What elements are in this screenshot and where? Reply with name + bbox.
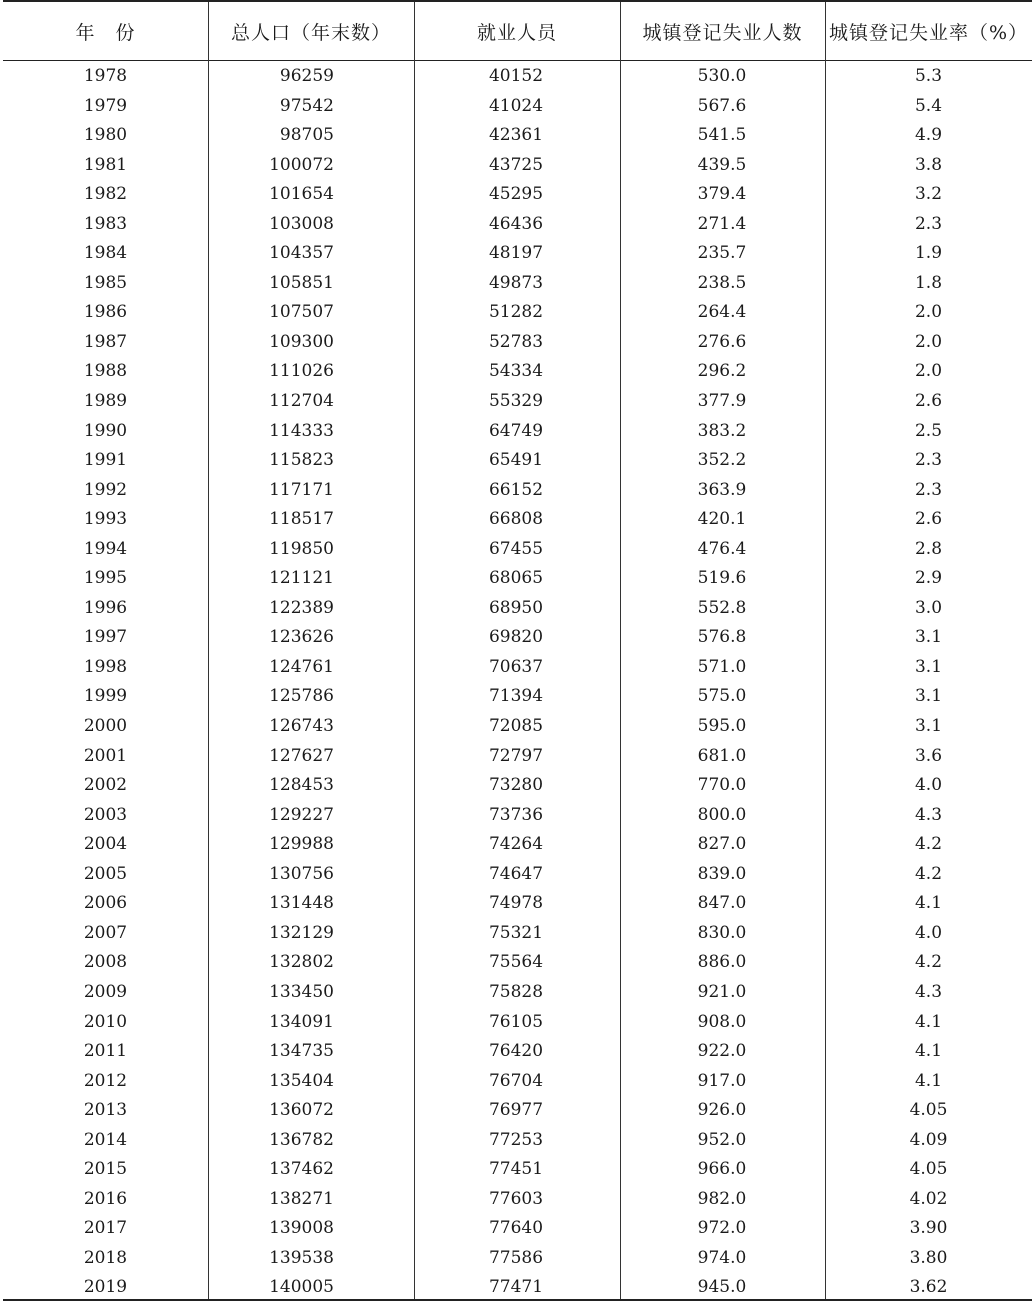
cell-total-population: 109300 [269,331,334,352]
cell-total-population: 96259 [279,66,334,86]
table-row [3,711,1032,741]
cell-unemployment-rate: 3.1 [914,686,943,707]
table-row [3,1095,1032,1125]
header-total-population: 总人口（年末数） [230,21,391,44]
table-row [3,1125,1032,1155]
cell-total-population: 140005 [269,1277,334,1298]
cell-total-population: 105851 [269,272,334,293]
cell-unemployed-count: 271.4 [697,213,747,234]
cell-total-population: 98705 [279,125,334,146]
cell-total-population: 137462 [269,1159,334,1180]
cell-employed: 77640 [488,1218,544,1239]
cell-unemployment-rate: 4.9 [914,125,943,146]
cell-employed: 71394 [488,686,544,707]
table-row [3,770,1032,800]
cell-total-population: 123626 [269,627,334,648]
cell-unemployment-rate: 5.3 [914,66,943,86]
cell-year: 1978 [83,66,128,86]
cell-total-population: 124761 [269,656,334,677]
cell-total-population: 138271 [269,1188,334,1209]
cell-unemployed-count: 238.5 [697,272,747,293]
cell-unemployed-count: 541.5 [697,125,747,146]
cell-year: 1991 [83,450,128,471]
cell-employed: 68950 [488,597,544,618]
cell-year: 1993 [83,509,128,530]
cell-unemployment-rate: 3.90 [909,1218,948,1239]
table-row [3,741,1032,771]
cell-employed: 75564 [488,952,544,973]
cell-employed: 51282 [488,302,544,323]
cell-unemployed-count: 974.0 [697,1247,747,1268]
table-row [3,563,1032,593]
cell-unemployment-rate: 1.9 [914,243,943,264]
cell-year: 1985 [83,272,128,293]
cell-year: 1995 [83,568,128,589]
cell-year: 2019 [83,1277,128,1298]
cell-year: 2015 [83,1159,128,1180]
table-row [3,1154,1032,1184]
cell-employed: 74978 [488,893,544,914]
cell-unemployment-rate: 4.2 [914,834,943,855]
table-row [3,150,1032,180]
cell-unemployment-rate: 4.05 [909,1159,948,1180]
cell-unemployed-count: 519.6 [697,568,747,589]
cell-employed: 45295 [488,184,544,205]
cell-total-population: 135404 [269,1070,334,1091]
cell-total-population: 117171 [269,479,334,500]
cell-year: 1979 [83,95,128,116]
cell-unemployed-count: 377.9 [697,391,747,412]
cell-total-population: 126743 [269,716,334,737]
table-row [3,977,1032,1007]
cell-unemployed-count: 235.7 [697,243,747,264]
cell-total-population: 125786 [269,686,334,707]
cell-employed: 76977 [488,1100,544,1121]
cell-employed: 46436 [488,213,544,234]
cell-unemployed-count: 830.0 [697,922,747,943]
cell-unemployment-rate: 3.8 [914,154,943,175]
cell-year: 2014 [83,1129,128,1150]
cell-total-population: 136782 [269,1129,334,1150]
cell-unemployed-count: 595.0 [697,716,747,737]
cell-total-population: 112704 [269,391,334,412]
cell-year: 2009 [83,981,128,1002]
cell-unemployed-count: 476.4 [697,538,747,559]
table-row [3,1184,1032,1214]
cell-year: 1986 [83,302,128,323]
cell-employed: 68065 [488,568,544,589]
cell-year: 2007 [83,922,128,943]
cell-total-population: 134091 [269,1011,334,1032]
table-row [3,534,1032,564]
header-unemployment-rate: 城镇登记失业率（%） [828,21,1029,44]
table-row [3,475,1032,505]
cell-employed: 54334 [488,361,544,382]
cell-unemployment-rate: 2.5 [914,420,943,441]
cell-unemployed-count: 576.8 [697,627,747,648]
cell-unemployed-count: 296.2 [697,361,747,382]
cell-employed: 75321 [488,922,544,943]
cell-unemployed-count: 571.0 [697,656,747,677]
table-row [3,1213,1032,1243]
cell-total-population: 127627 [269,745,334,766]
cell-unemployment-rate: 3.1 [914,627,943,648]
table-body [3,61,1032,1302]
cell-unemployment-rate: 3.62 [909,1277,948,1298]
cell-unemployment-rate: 4.0 [914,775,943,796]
cell-year: 2012 [83,1070,128,1091]
table-row [3,268,1032,298]
table-row [3,593,1032,623]
cell-employed: 40152 [488,66,544,86]
cell-unemployment-rate: 2.3 [914,479,943,500]
table-row [3,918,1032,948]
cell-unemployed-count: 952.0 [697,1129,747,1150]
cell-year: 2010 [83,1011,128,1032]
cell-year: 1998 [83,656,128,677]
table-row [3,416,1032,446]
cell-unemployment-rate: 1.8 [914,272,943,293]
cell-unemployment-rate: 4.02 [909,1188,948,1209]
cell-year: 1994 [83,538,128,559]
cell-year: 1989 [83,391,128,412]
cell-employed: 76704 [488,1070,544,1091]
table-row [3,327,1032,357]
cell-unemployed-count: 567.6 [697,95,747,116]
cell-year: 2000 [83,716,128,737]
cell-unemployed-count: 439.5 [697,154,747,175]
cell-unemployed-count: 966.0 [697,1159,747,1180]
cell-year: 1996 [83,597,128,618]
cell-employed: 69820 [488,627,544,648]
cell-unemployment-rate: 4.2 [914,863,943,884]
cell-unemployment-rate: 3.0 [914,597,943,618]
cell-total-population: 122389 [269,597,334,618]
cell-year: 2002 [83,775,128,796]
cell-unemployment-rate: 4.05 [909,1100,948,1121]
cell-unemployment-rate: 4.3 [914,981,943,1002]
cell-year: 2017 [83,1218,128,1239]
cell-year: 2016 [83,1188,128,1209]
cell-unemployment-rate: 3.6 [914,745,943,766]
cell-year: 2008 [83,952,128,973]
cell-unemployed-count: 383.2 [697,420,747,441]
cell-unemployed-count: 363.9 [697,479,747,500]
cell-unemployed-count: 681.0 [697,745,747,766]
cell-year: 1980 [83,125,128,146]
cell-employed: 67455 [488,538,544,559]
cell-employed: 49873 [488,272,544,293]
cell-total-population: 134735 [269,1041,334,1062]
cell-unemployed-count: 886.0 [697,952,747,973]
cell-unemployment-rate: 2.3 [914,213,943,234]
cell-unemployment-rate: 2.6 [914,391,943,412]
cell-employed: 72085 [488,716,544,737]
cell-year: 2006 [83,893,128,914]
cell-employed: 74264 [488,834,544,855]
cell-total-population: 115823 [269,450,334,471]
cell-year: 1981 [83,154,128,175]
table-row [3,1243,1032,1273]
cell-total-population: 130756 [269,863,334,884]
cell-employed: 70637 [488,656,544,677]
table-header [3,2,1032,60]
cell-employed: 52783 [488,331,544,352]
cell-unemployment-rate: 4.09 [909,1129,948,1150]
cell-total-population: 139008 [269,1218,334,1239]
table-row [3,1007,1032,1037]
cell-employed: 76105 [488,1011,544,1032]
cell-unemployed-count: 945.0 [697,1277,747,1298]
statistics-table [3,0,1032,1303]
cell-total-population: 111026 [269,361,334,382]
cell-employed: 75828 [488,981,544,1002]
table-row [3,1272,1032,1302]
table-row [3,209,1032,239]
cell-unemployment-rate: 2.6 [914,509,943,530]
cell-total-population: 114333 [269,420,334,441]
cell-year: 1999 [83,686,128,707]
cell-employed: 66152 [488,479,544,500]
cell-unemployed-count: 926.0 [697,1100,747,1121]
table-row [3,356,1032,386]
cell-unemployed-count: 839.0 [697,863,747,884]
table-row [3,386,1032,416]
cell-employed: 77253 [488,1129,544,1150]
cell-unemployment-rate: 2.0 [914,302,943,323]
table-row [3,238,1032,268]
cell-total-population: 100072 [269,154,334,175]
cell-employed: 74647 [488,863,544,884]
cell-employed: 43725 [488,154,544,175]
cell-employed: 77603 [488,1188,544,1209]
table-row [3,681,1032,711]
cell-total-population: 104357 [269,243,334,264]
cell-year: 1990 [83,420,128,441]
cell-year: 2018 [83,1247,128,1268]
header-unemployed-count: 城镇登记失业人数 [642,21,803,44]
cell-employed: 73280 [488,775,544,796]
cell-unemployment-rate: 2.8 [914,538,943,559]
cell-unemployment-rate: 4.1 [914,1011,943,1032]
cell-total-population: 129227 [269,804,334,825]
cell-employed: 66808 [488,509,544,530]
cell-unemployment-rate: 2.3 [914,450,943,471]
cell-unemployment-rate: 3.80 [909,1247,948,1268]
cell-employed: 64749 [488,420,544,441]
cell-total-population: 119850 [269,538,334,559]
cell-unemployment-rate: 3.1 [914,716,943,737]
cell-unemployed-count: 770.0 [697,775,747,796]
cell-year: 1988 [83,361,128,382]
table-row [3,1066,1032,1096]
cell-year: 1982 [83,184,128,205]
cell-employed: 65491 [488,450,544,471]
cell-total-population: 107507 [269,302,334,323]
cell-employed: 72797 [488,745,544,766]
cell-total-population: 103008 [269,213,334,234]
cell-employed: 76420 [488,1041,544,1062]
cell-total-population: 121121 [269,568,334,589]
table-row [3,297,1032,327]
cell-unemployment-rate: 3.2 [914,184,943,205]
cell-year: 1987 [83,331,128,352]
cell-unemployment-rate: 4.1 [914,893,943,914]
cell-unemployed-count: 379.4 [697,184,747,205]
cell-employed: 77451 [488,1159,544,1180]
cell-unemployment-rate: 5.4 [914,95,943,116]
cell-unemployed-count: 530.0 [697,66,747,86]
cell-year: 1983 [83,213,128,234]
cell-total-population: 133450 [269,981,334,1002]
cell-unemployed-count: 908.0 [697,1011,747,1032]
cell-unemployed-count: 922.0 [697,1041,747,1062]
table-row [3,947,1032,977]
table-row [3,179,1032,209]
table-row [3,829,1032,859]
cell-employed: 77471 [488,1277,544,1298]
cell-unemployment-rate: 4.1 [914,1070,943,1091]
table-row [3,888,1032,918]
table-row [3,120,1032,150]
cell-year: 2001 [83,745,128,766]
cell-unemployed-count: 276.6 [697,331,747,352]
cell-total-population: 131448 [269,893,334,914]
cell-unemployment-rate: 2.0 [914,331,943,352]
cell-total-population: 139538 [269,1247,334,1268]
cell-unemployment-rate: 2.0 [914,361,943,382]
header-employed: 就业人员 [476,21,557,44]
table-row [3,652,1032,682]
table-row [3,504,1032,534]
header-year: 年 份 [75,21,136,44]
cell-total-population: 132129 [269,922,334,943]
cell-unemployment-rate: 3.1 [914,656,943,677]
cell-year: 2005 [83,863,128,884]
cell-unemployed-count: 917.0 [697,1070,747,1091]
cell-employed: 77586 [488,1247,544,1268]
cell-total-population: 101654 [269,184,334,205]
cell-unemployment-rate: 4.3 [914,804,943,825]
cell-year: 2004 [83,834,128,855]
cell-unemployed-count: 420.1 [697,509,747,530]
cell-employed: 41024 [488,95,544,116]
cell-year: 2011 [83,1041,128,1062]
cell-year: 1984 [83,243,128,264]
cell-year: 1997 [83,627,128,648]
cell-unemployed-count: 982.0 [697,1188,747,1209]
table-row [3,622,1032,652]
cell-unemployment-rate: 4.1 [914,1041,943,1062]
cell-unemployed-count: 847.0 [697,893,747,914]
cell-total-population: 129988 [269,834,334,855]
cell-unemployed-count: 827.0 [697,834,747,855]
cell-employed: 55329 [488,391,544,412]
cell-total-population: 128453 [269,775,334,796]
cell-employed: 48197 [488,243,544,264]
cell-employed: 73736 [488,804,544,825]
cell-unemployment-rate: 4.0 [914,922,943,943]
cell-total-population: 136072 [269,1100,334,1121]
cell-year: 2003 [83,804,128,825]
cell-total-population: 97542 [279,95,334,116]
cell-employed: 42361 [488,125,544,146]
table-row [3,91,1032,121]
cell-unemployed-count: 264.4 [697,302,747,323]
cell-unemployed-count: 972.0 [697,1218,747,1239]
cell-unemployed-count: 921.0 [697,981,747,1002]
cell-total-population: 132802 [269,952,334,973]
cell-total-population: 118517 [269,509,334,530]
cell-unemployed-count: 575.0 [697,686,747,707]
table-row [3,61,1032,91]
cell-unemployment-rate: 2.9 [914,568,943,589]
cell-unemployed-count: 352.2 [697,450,747,471]
table-row [3,1036,1032,1066]
cell-unemployed-count: 800.0 [697,804,747,825]
cell-unemployment-rate: 4.2 [914,952,943,973]
table-row [3,445,1032,475]
cell-year: 1992 [83,479,128,500]
table-row [3,800,1032,830]
cell-unemployed-count: 552.8 [697,597,747,618]
table-row [3,859,1032,889]
cell-year: 2013 [83,1100,128,1121]
